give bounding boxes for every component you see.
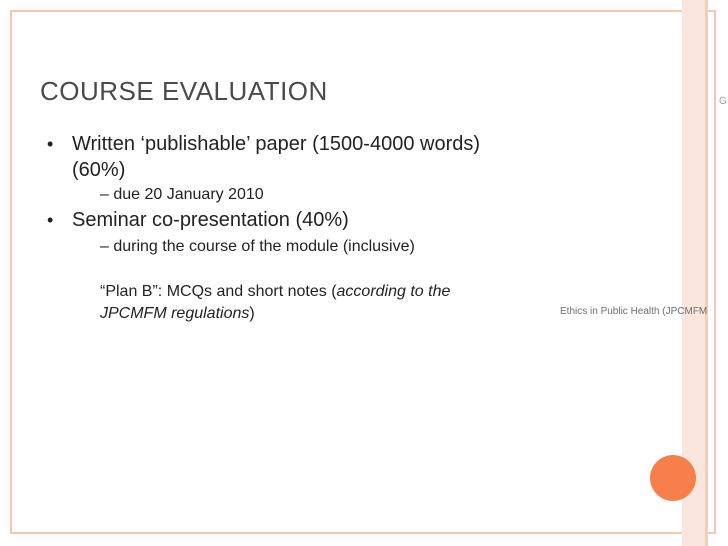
plan-b-suffix: ) [249, 305, 255, 322]
side-header-text: G [719, 96, 727, 107]
sub-item-due-date: – due 20 January 2010 [100, 186, 264, 203]
footer-course-name: Ethics in Public Health (JPCMFM [560, 306, 708, 317]
slide-content [44, 131, 584, 325]
sub-item-during-course: – during the course of the module (inclusive) [100, 238, 415, 255]
plan-b-text [44, 281, 584, 325]
bullet-text-line1: Written ‘publishable’ paper (1500-4000 words) [72, 133, 481, 155]
right-decorative-line [705, 0, 708, 546]
decorative-orange-circle [650, 455, 696, 501]
bullet-item-paper [44, 131, 584, 183]
bullet-item-seminar [44, 207, 584, 233]
bullet-dot-icon: • [47, 210, 54, 230]
bullet-text-line2: (60%) [72, 159, 126, 181]
bullet-text-line1: Seminar co-presentation (40%) [72, 209, 349, 231]
plan-b-emphasis-2: JPCMFM regulations [100, 305, 250, 322]
slide-title: COURSE EVALUATION [40, 76, 328, 106]
bullet-dot-icon: • [47, 134, 54, 154]
plan-b-emphasis-1: according to the [336, 283, 451, 300]
plan-b-prefix: “Plan B”: MCQs and short notes ( [100, 283, 337, 300]
